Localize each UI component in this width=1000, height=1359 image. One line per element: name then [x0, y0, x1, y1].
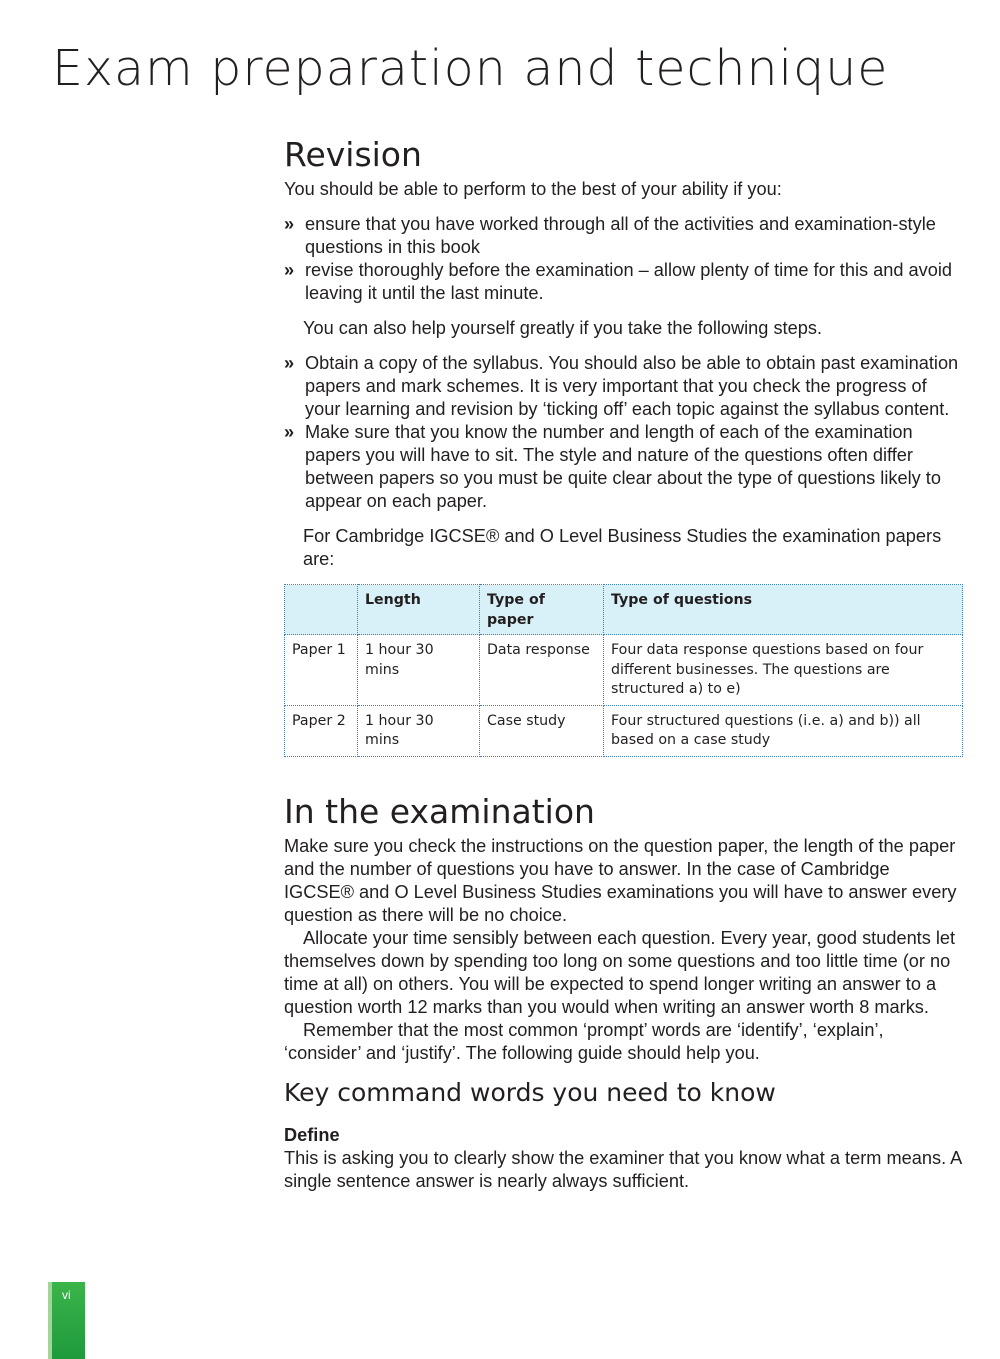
table-cell: Four structured questions (i.e. a) and b)) all based on a case study [604, 705, 963, 756]
table-header-cell: Type of questions [604, 585, 963, 635]
list-item: » ensure that you have worked through all of the activities and examination-style questions in this book [284, 213, 964, 259]
steps-bullet-list [284, 352, 964, 513]
main-content [284, 133, 964, 1193]
list-item: » Make sure that you know the number and length of each of the examination papers you will have to sit. The style and nature of the questions often differ between papers so you must be quite clear about the type of questions likely to appear on each paper. [284, 421, 964, 513]
table-cell: Case study [480, 705, 604, 756]
revision-intro: You should be able to perform to the best of your ability if you: [284, 179, 782, 199]
page-tab-strip [48, 1282, 52, 1359]
papers-table-wrapper [284, 584, 964, 757]
page-title: Exam preparation and technique [52, 40, 889, 97]
key-words-heading: Key command words you need to know [284, 1077, 776, 1107]
examination-heading: In the examination [284, 791, 595, 831]
list-item: » revise thoroughly before the examination – allow plenty of time for this and avoid leaving it until the last minute. [284, 259, 964, 305]
table-cell: Four data response questions based on four different businesses. The questions are structured a) to e) [604, 635, 963, 706]
page-number: vi [62, 1288, 71, 1302]
table-intro: For Cambridge IGCSE® and O Level Business Studies the examination papers are: [303, 526, 942, 569]
table-cell: Data response [480, 635, 604, 706]
examination-paragraph: Allocate your time sensibly between each question. Every year, good students let themselves down by spending too long on some questions and too little time (or no time at all) on others. You will be expected to spend longer writing an answer to a question worth 12 marks than you would when writing an answer worth 8 marks. [284, 927, 956, 1017]
table-cell: 1 hour 30 mins [358, 635, 480, 706]
table-header-cell: Type of paper [480, 585, 604, 635]
define-description: This is asking you to clearly show the examiner that you know what a term means. A single sentence answer is nearly always sufficient. [284, 1147, 962, 1191]
examination-paragraph: Make sure you check the instructions on the question paper, the length of the paper and the number of questions you have to answer. In the case of Cambridge IGCSE® and O Level Business Studies examinations you will have to answer every question as there will be no choice. [284, 835, 957, 925]
list-item: » Obtain a copy of the syllabus. You should also be able to obtain past examination papers and mark schemes. It is very important that you check the progress of your learning and revision by ‘ticking off’ each topic against the syllabus content. [284, 352, 964, 421]
table-header-cell: Length [358, 585, 480, 635]
table-header-row [285, 585, 963, 635]
table-header-cell [285, 585, 358, 635]
papers-table [284, 584, 963, 757]
table-cell: Paper 1 [285, 635, 358, 706]
revision-bullet-list [284, 213, 964, 305]
table-cell: Paper 2 [285, 705, 358, 756]
table-row [285, 635, 963, 706]
examination-paragraph: Remember that the most common ‘prompt’ words are ‘identify’, ‘explain’, ‘consider’ and ‘justify’. The following guide should help you. [284, 1019, 884, 1063]
define-term: Define [284, 1124, 340, 1145]
steps-intro: You can also help yourself greatly if you take the following steps. [303, 318, 822, 338]
table-cell: 1 hour 30 mins [358, 705, 480, 756]
table-row [285, 705, 963, 756]
revision-heading: Revision [284, 135, 422, 174]
